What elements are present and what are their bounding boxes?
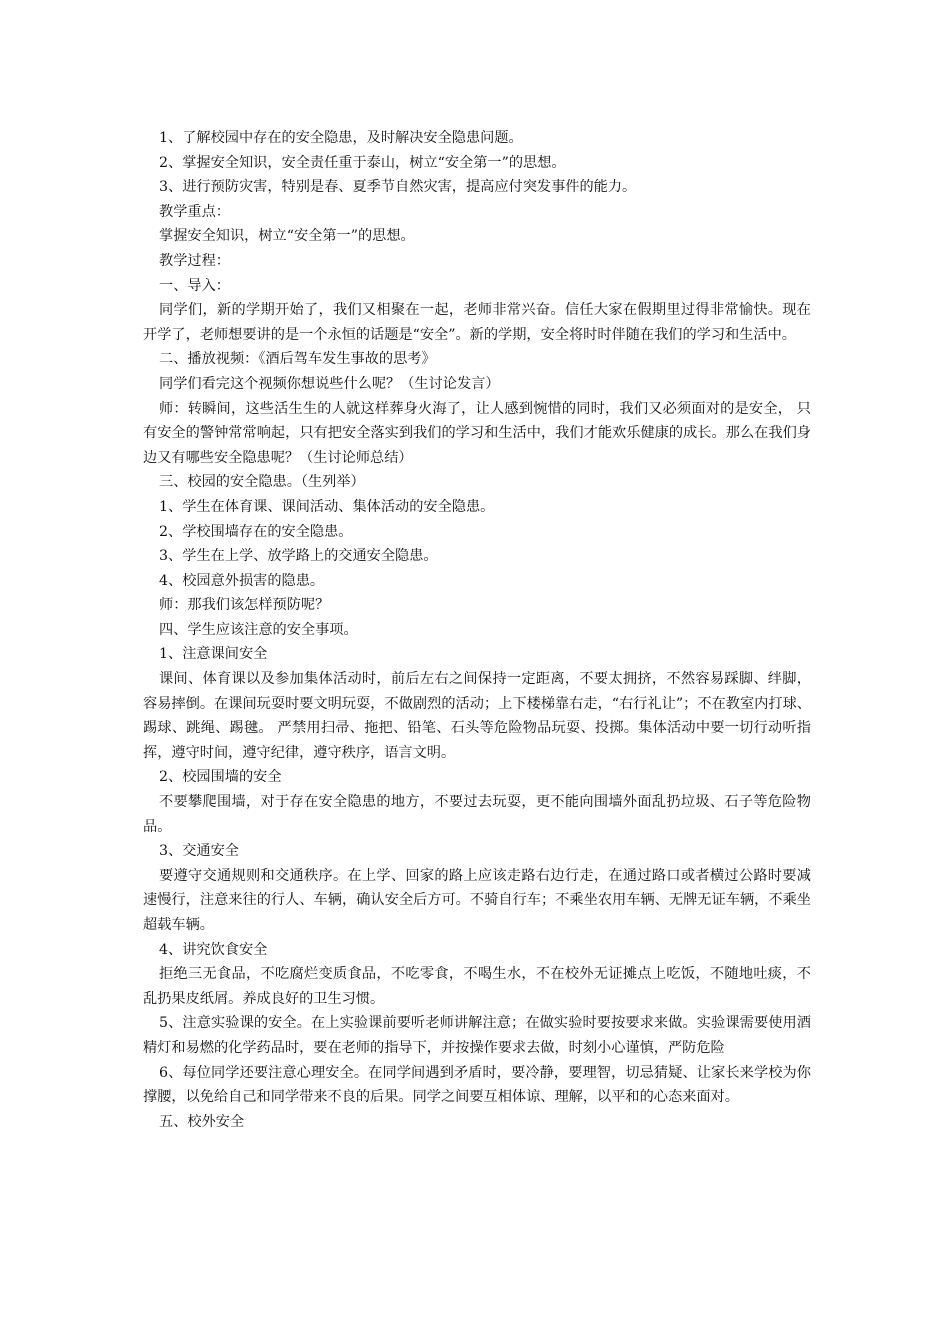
subsection-heading: 2、校园围墙的安全 [159, 769, 282, 786]
section-heading: 教学重点： [159, 203, 230, 220]
subsection-heading: 4、讲究饮食安全 [159, 941, 268, 958]
document-page [143, 126, 811, 1134]
paragraph: 师：那我们该怎样预防呢？ [159, 597, 330, 614]
section-heading: 五、校外安全 [159, 1113, 245, 1130]
list-item: 3、学生在上学、放学路上的交通安全隐患。 [159, 548, 438, 565]
paragraph: 拒绝三无食品，不吃腐烂变质食品，不吃零食，不喝生水，不在校外无证摊点上吃饭，不随地吐痰，不乱扔果皮纸屑。养成良好的卫生习惯。 [143, 966, 811, 1007]
paragraph: 同学们看完这个视频你想说些什么呢？（生讨论发言） [159, 375, 500, 392]
section-heading: 二、播放视频：《酒后驾车发生事故的思考》 [159, 351, 436, 368]
section-heading: 三、校园的安全隐患。（生列举） [159, 474, 365, 491]
paragraph: 师：转瞬间，这些活生生的人就这样葬身火海了，让人感到惋惜的同时，我们又必须面对的是安全， 只有安全的警钟常常响起，只有把安全落实到我们的学习和生活中，我们才能欢乐健康的成长。那么在我们身边又有哪些安全隐患呢？（生讨论师总结） [143, 400, 811, 466]
paragraph: 1、了解校园中存在的安全隐患，及时解决安全隐患问题。 [159, 130, 523, 146]
list-item: 2、学校围墙存在的安全隐患。 [159, 523, 353, 540]
section-heading: 四、学生应该注意的安全事项。 [159, 621, 358, 638]
paragraph: 3、进行预防灾害，特别是春、夏季节自然灾害，提高应付突发事件的能力。 [159, 179, 637, 196]
paragraph: 课间、体育课以及参加集体活动时，前后左右之间保持一定距离，不要太拥挤，不然容易踩脚、绊脚，容易摔倒。在课间玩耍时要文明玩耍，不做剧烈的活动；上下楼梯靠右走，“右行礼让”；不在教室内打球、踢球、跳绳、踢毽。 严禁用扫帚、拖把、铅笔、石头等危险物品玩耍、投掷。集体活动中要一切行动听指挥，遵守时间，遵守纪律，遵守秩序，语言文明。 [143, 671, 811, 761]
paragraph: 2、掌握安全知识，安全责任重于泰山，树立“安全第一”的思想。 [159, 154, 566, 171]
paragraph: 掌握安全知识，树立“安全第一”的思想。 [159, 228, 415, 245]
subsection-heading: 3、交通安全 [159, 843, 239, 860]
section-heading: 一、导入： [159, 277, 230, 294]
paragraph: 同学们，新的学期开始了，我们又相聚在一起，老师非常兴奋。信任大家在假期里过得非常愉快。现在开学了，老师想要讲的是一个永恒的话题是“安全”。新的学期，安全将时时伴随在我们的学习和生活中。 [143, 302, 811, 343]
paragraph: 不要攀爬围墙，对于存在安全隐患的地方，不要过去玩耍，更不能向围墙外面乱扔垃圾、石子等危险物品。 [143, 794, 811, 835]
subsection-heading: 1、注意课间安全 [159, 646, 268, 663]
paragraph: 5、注意实验课的安全。在上实验课前要听老师讲解注意；在做实验时要按要求来做。实验课需要使用酒精灯和易燃的化学药品时，要在老师的指导下，并按操作要求去做，时刻小心谨慎，严防危险 [143, 1015, 811, 1056]
paragraph: 要遵守交通规则和交通秩序。在上学、回家的路上应该走路右边行走，在通过路口或者横过公路时要减速慢行，注意来往的行人、车辆，确认安全后方可。不骑自行车；不乘坐农用车辆、无牌无证车辆，不乘坐超载车辆。 [143, 867, 811, 933]
paragraph: 6、每位同学还要注意心理安全。在同学间遇到矛盾时，要冷静，要理智，切忌猜疑、让家长来学校为你撑腰，以免给自己和同学带来不良的后果。同学之间要互相体谅、理解，以平和的心态来面对。 [143, 1064, 811, 1106]
section-heading: 教学过程： [159, 252, 230, 269]
list-item: 1、学生在体育课、课间活动、集体活动的安全隐患。 [159, 498, 495, 515]
list-item: 4、校园意外损害的隐患。 [159, 572, 325, 589]
